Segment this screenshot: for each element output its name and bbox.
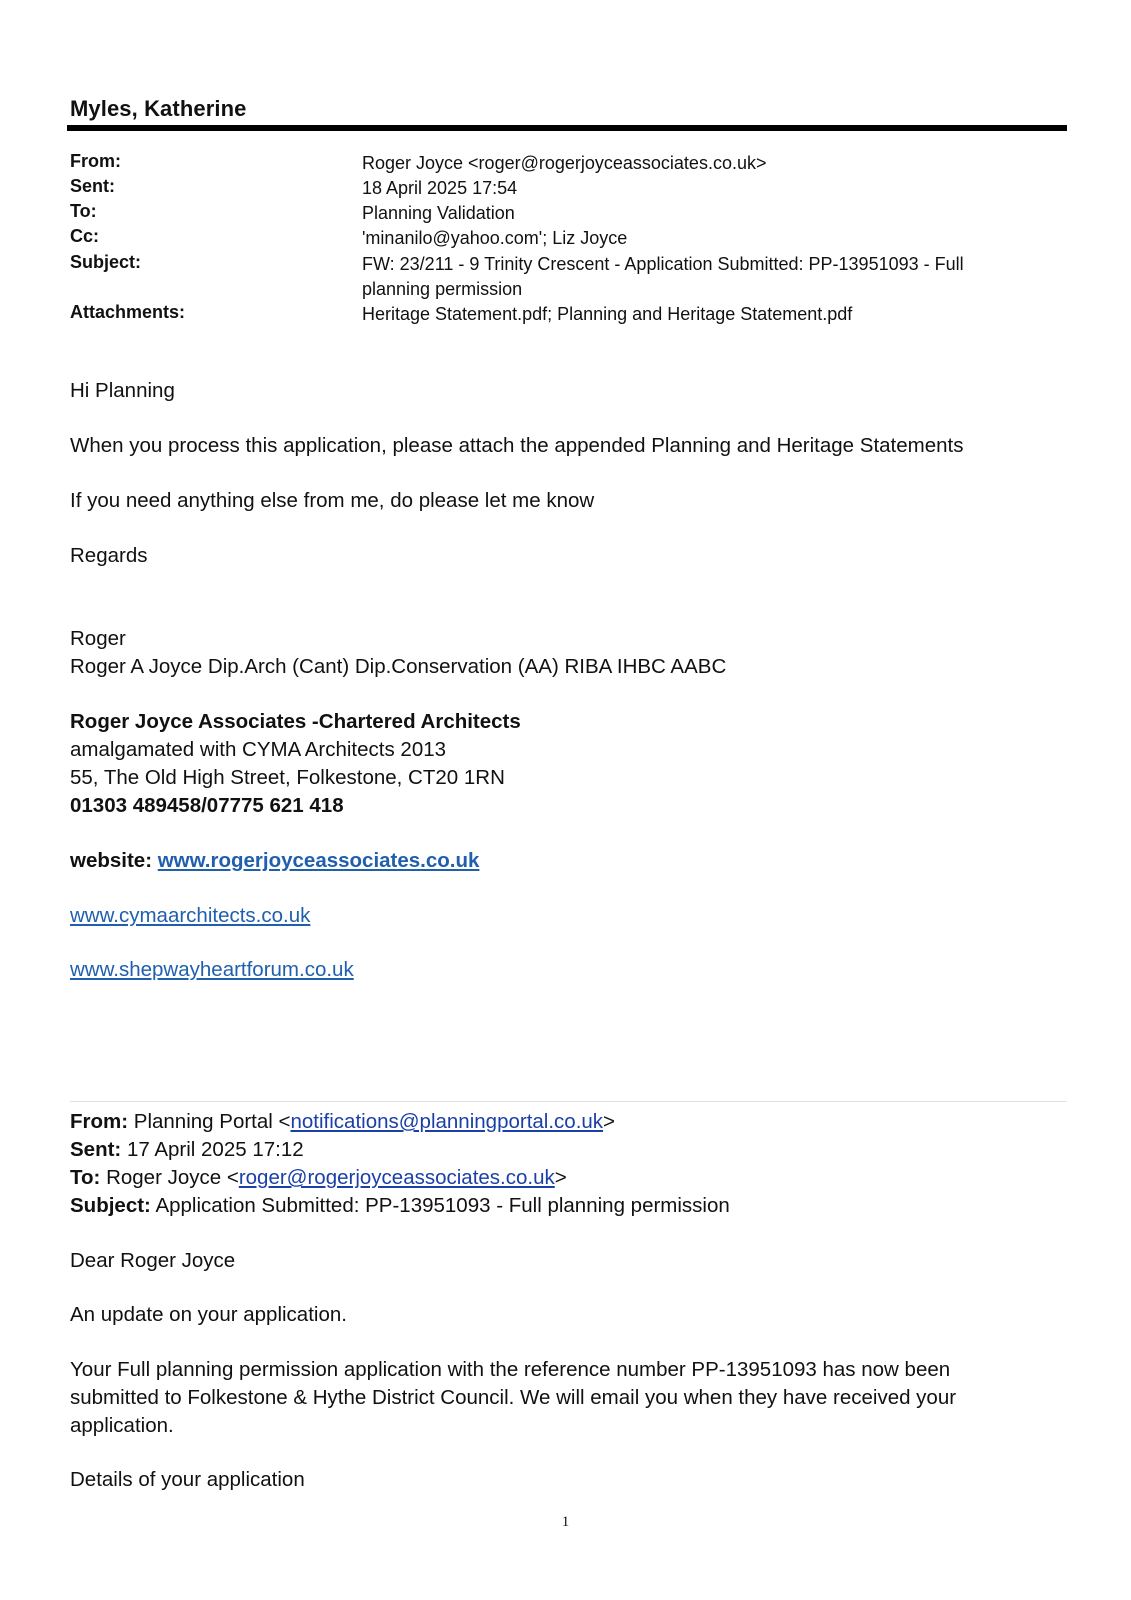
fwd-to-name: Roger Joyce < [106, 1166, 239, 1189]
fwd-details-heading: Details of your application [70, 1468, 305, 1491]
shepway-link-row [70, 956, 1060, 984]
fwd-to-row [70, 1164, 1060, 1192]
message-paragraph-2: If you need anything else from me, do please let me know [70, 489, 595, 512]
page-number: 1 [561, 1514, 570, 1530]
signature-name: Roger [70, 627, 126, 650]
fwd-subject-label: Subject: [70, 1194, 151, 1217]
sent-label: Sent: [70, 176, 115, 196]
from-label: From: [70, 151, 121, 171]
website-link[interactable]: www.rogerjoyceassociates.co.uk [157, 849, 480, 872]
attachments-value: Heritage Statement.pdf; Planning and Heritage Statement.pdf [362, 304, 853, 324]
header-divider [67, 125, 1067, 131]
fwd-update: An update on your application. [70, 1303, 347, 1326]
company-phone: 01303 489458/07775 621 418 [70, 794, 344, 817]
document-owner-name: Myles, Katherine [70, 96, 247, 121]
sent-value: 18 April 2025 17:54 [362, 178, 518, 198]
fwd-from-email-link[interactable]: notifications@planningportal.co.uk [290, 1110, 604, 1133]
fwd-subject-row [70, 1192, 1060, 1220]
cyma-link-row [70, 902, 1060, 930]
fwd-from-label: From: [70, 1110, 129, 1133]
forward-divider [70, 1101, 1067, 1102]
fwd-to-email-link[interactable]: roger@rogerjoyceassociates.co.uk [238, 1166, 555, 1189]
subject-label: Subject: [70, 252, 142, 272]
cyma-architects-link[interactable]: www.cymaarchitects.co.uk [70, 904, 311, 927]
company-address: 55, The Old High Street, Folkestone, CT20 1RN [70, 766, 505, 789]
subject-value-line1: FW: 23/211 - 9 Trinity Crescent - Application Submitted: PP-13951093 - Full [362, 254, 964, 274]
fwd-from-name: Planning Portal < [133, 1110, 291, 1133]
fwd-to-label: To: [70, 1166, 101, 1189]
fwd-paragraph-line3: application. [70, 1414, 174, 1437]
fwd-sent-value: 17 April 2025 17:12 [126, 1138, 304, 1161]
subject-value-line2: planning permission [362, 279, 523, 299]
fwd-to-close: > [554, 1166, 567, 1189]
company-amalgamation: amalgamated with CYMA Architects 2013 [70, 738, 447, 761]
attachments-label: Attachments: [70, 302, 186, 322]
fwd-salutation: Dear Roger Joyce [70, 1249, 236, 1272]
fwd-from-close: > [603, 1110, 616, 1133]
greeting: Hi Planning [70, 379, 175, 402]
cc-value: 'minanilo@yahoo.com'; Liz Joyce [362, 228, 628, 248]
fwd-subject-value: Application Submitted: PP-13951093 - Full planning permission [155, 1194, 730, 1217]
fwd-sent-row [70, 1136, 1060, 1164]
from-value: Roger Joyce <roger@rogerjoyceassociates.co.uk> [362, 153, 767, 173]
message-paragraph-1: When you process this application, please attach the appended Planning and Heritage Statements [70, 434, 964, 457]
website-label: website: [70, 849, 153, 872]
shepway-forum-link[interactable]: www.shepwayheartforum.co.uk [70, 958, 354, 981]
to-label: To: [70, 201, 97, 221]
fwd-from-row [70, 1108, 1060, 1136]
cc-label: Cc: [70, 226, 100, 246]
signature-qualifications: Roger A Joyce Dip.Arch (Cant) Dip.Conservation (AA) RIBA IHBC AABC [70, 655, 727, 678]
company-name: Roger Joyce Associates -Chartered Architects [70, 710, 521, 733]
fwd-sent-label: Sent: [70, 1138, 122, 1161]
fwd-paragraph-line2: submitted to Folkestone & Hythe District Council. We will email you when they have received your [70, 1386, 957, 1409]
closing: Regards [70, 544, 148, 567]
to-value: Planning Validation [362, 203, 515, 223]
website-row [70, 847, 1060, 875]
fwd-paragraph-line1: Your Full planning permission application with the reference number PP-13951093 has now been [70, 1358, 951, 1381]
